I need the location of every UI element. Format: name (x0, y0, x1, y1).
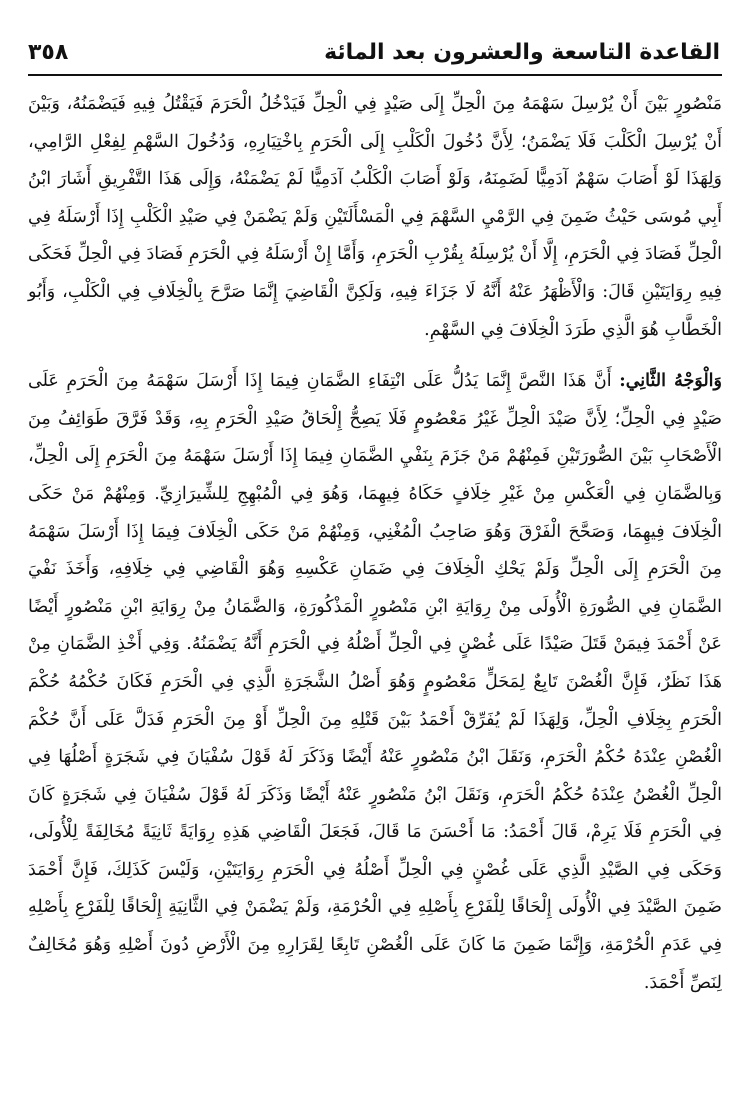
chapter-title: القاعدة التاسعة والعشرون بعد المائة (324, 39, 720, 65)
paragraph-2-heading: وَالْوَجْهُ الثَّانِي: (619, 371, 722, 392)
paragraph-2-text: أَنَّ هَذَا النَّصَّ إِنَّمَا يَدُلُّ عَلَى انْتِفَاءِ الضَّمَانِ فِيمَا إِذَا أَرْسَلَ سَهْمَهُ مِنَ الْحَرَمِ عَلَى صَيْدٍ فِي الْحِلِّ؛ لِأَنَّ صَيْدَ الْحِلِّ غَيْرُ مَعْصُومٍ فَلَا يَصِحُّ إِلْحَاقُ صَيْدِ الْحَرَمِ بِهِ، وَقَدْ فَرَّقَ طَوَائِفُ مِنَ الْأَصْحَابِ بَيْنَ الصُّورَتَيْنِ فَمِنْهُمْ مَنْ جَزَمَ بِنَفْيِ الضَّمَانِ فِيمَا إِذَا أَرْسَلَ سَهْمَهُ مِنَ الْحَرَمِ إِلَى الْحِلِّ، وَبِالضَّمَانِ فِي الْعَكْسِ مِنْ غَيْرِ خِلَافٍ حَكَاهُ فِيهِمَا، وَهُوَ فِي الْمُبْهِجِ لِلشِّيرَازِيِّ. وَمِنْهُمْ مَنْ حَكَى الْخِلَافَ فِيهِمَا، وَصَحَّحَ الْفَرْقَ وَهُوَ صَاحِبُ الْمُغْنِي، وَمِنْهُمْ مَنْ حَكَى الْخِلَافَ فِيمَا إِذَا أَرْسَلَ سَهْمَهُ مِنَ الْحَرَمِ إِلَى الْحِلِّ وَلَمْ يَحْكِ الْخِلَافَ فِي ضَمَانِ عَكْسِهِ وَهُوَ الْقَاضِي فِي خِلَافِهِ، وَأَخَذَ نَفْيَ الضَّمَانِ فِي الصُّورَةِ الْأُولَى مِنْ رِوَايَةِ ابْنِ مَنْصُورٍ الْمَذْكُورَةِ، وَالضَّمَانُ مِنْ رِوَايَةِ ابْنِ مَنْصُورٍ أَيْضًا عَنْ أَحْمَدَ فِيمَنْ قَتَلَ صَيْدًا عَلَى غُصْنٍ فِي الْحِلِّ أَصْلُهُ فِي الْحَرَمِ أَنَّهُ يَضْمَنُهُ. وَفِي أَخْذِ الضَّمَانِ مِنْ هَذَا نَظَرٌ، فَإِنَّ الْغُصْنَ تَابِعٌ لِمَحَلٍّ مَعْصُومٍ وَهُوَ أَصْلُ الشَّجَرَةِ الَّذِي فِي الْحَرَمِ فَكَانَ حُكْمُهُ حُكْمَ الْحَرَمِ بِخِلَافِ الْحِلِّ، وَلِهَذَا لَمْ يُفَرِّقْ أَحْمَدُ بَيْنَ قَتْلِهِ مِنَ الْحِلِّ أَوْ مِنَ الْحَرَمِ فَدَلَّ عَلَى أَنَّ حُكْمَ الْغُصْنِ عِنْدَهُ حُكْمُ الْحَرَمِ، وَنَقَلَ ابْنُ مَنْصُورٍ عَنْهُ أَيْضًا وَذَكَرَ لَهُ قَوْلَ سُفْيَانَ فِي شَجَرَةٍ أَصْلُهَا فِي الْحِلِّ الْغُصْنُ عِنْدَهُ حُكْمُ الْحَرَمِ، وَنَقَلَ ابْنُ مَنْصُورٍ عَنْهُ أَيْضًا وَذَكَرَ لَهُ قَوْلَ سُفْيَانَ فِي شَجَرَةٍ كَانَ فِي الْحَرَمِ فَلَا يَرِمْ، قَالَ أَحْمَدُ: مَا أَحْسَنَ مَا قَالَ، فَجَعَلَ الْقَاضِي هَذِهِ رِوَايَةً ثَانِيَةً مُخَالِفَةً لِلْأُولَى، وَحَكَى فِي الصَّيْدِ الَّذِي عَلَى غُصْنٍ فِي الْحِلِّ أَصْلُهُ فِي الْحَرَمِ رِوَايَتَيْنِ، وَلَيْسَ كَذَلِكَ، فَإِنَّ أَحْمَدَ ضَمِنَ الصَّيْدَ فِي الْأُولَى إِلْحَاقًا لِلْفَرْعِ بِأَصْلِهِ فِي الْحُرْمَةِ، وَلَمْ يَضْمَنْ فِي الثَّانِيَةِ إِلْحَاقًا لِلْفَرْعِ بِأَصْلِهِ فِي عَدَمِ الْحُرْمَةِ، وَإِنَّمَا ضَمِنَ مَا كَانَ عَلَى الْغُصْنِ تَابِعًا لِقَرَارِهِ مِنَ الْأَرْضِ دُونَ أَصْلِهِ وَهُوَ مُخَالِفٌ لِنَصِّ أَحْمَدَ. (28, 371, 722, 993)
paragraph-2 (28, 363, 722, 1002)
paragraph-1 (28, 86, 722, 349)
running-header (28, 30, 722, 76)
page-number: ٣٥٨ (28, 39, 69, 65)
book-page (28, 30, 722, 1080)
paragraph-1-text: مَنْصُورٍ بَيْنَ أَنْ يُرْسِلَ سَهْمَهُ مِنَ الْحِلِّ إِلَى صَيْدٍ فِي الْحِلِّ فَيَدْخُلُ الْحَرَمَ فَيَقْتُلُ فِيهِ فَيَضْمَنُهُ، وَبَيْنَ أَنْ يُرْسِلَ الْكَلْبَ فَلَا يَضْمَنُ؛ لِأَنَّ دُخُولَ الْكَلْبِ إِلَى الْحَرَمِ بِاخْتِيَارِهِ، وَدُخُولَ السَّهْمِ لِفِعْلِ الرَّامِي، وَلِهَذَا لَوْ أَصَابَ سَهْمٌ آدَمِيًّا لَضَمِنَهُ، وَلَوْ أَصَابَ الْكَلْبُ آدَمِيًّا لَمْ يَضْمَنْهُ، وَإِلَى هَذَا التَّفْرِيقِ أَشَارَ ابْنُ أَبِي مُوسَى حَيْثُ ضَمِنَ فِي الرَّمْيِ السَّهْمَ فِي الْمَسْأَلَتَيْنِ وَلَمْ يَضْمَنْ فِي صَيْدِ الْكَلْبِ إِذَا أَرْسَلَهُ فِي الْحِلِّ فَصَادَ فِي الْحَرَمِ، إِلَّا أَنْ يُرْسِلَهُ بِقُرْبِ الْحَرَمِ، وَأَمَّا إِنْ أَرْسَلَهُ فِي الْحَرَمِ فَصَادَ فِي الْحِلِّ فَحَكَى فِيهِ رِوَايَتَيْنِ قَالَ: وَالْأَظْهَرُ عَنْهُ أَنَّهُ لَا جَزَاءَ فِيهِ، وَلَكِنَّ الْقَاضِيَ إِنَّمَا صَرَّحَ بِالْخِلَافِ فِي الْكَلْبِ، وَأَبُو الْخَطَّابِ هُوَ الَّذِي طَرَدَ الْخِلَافَ فِي السَّهْمِ. (28, 94, 722, 340)
